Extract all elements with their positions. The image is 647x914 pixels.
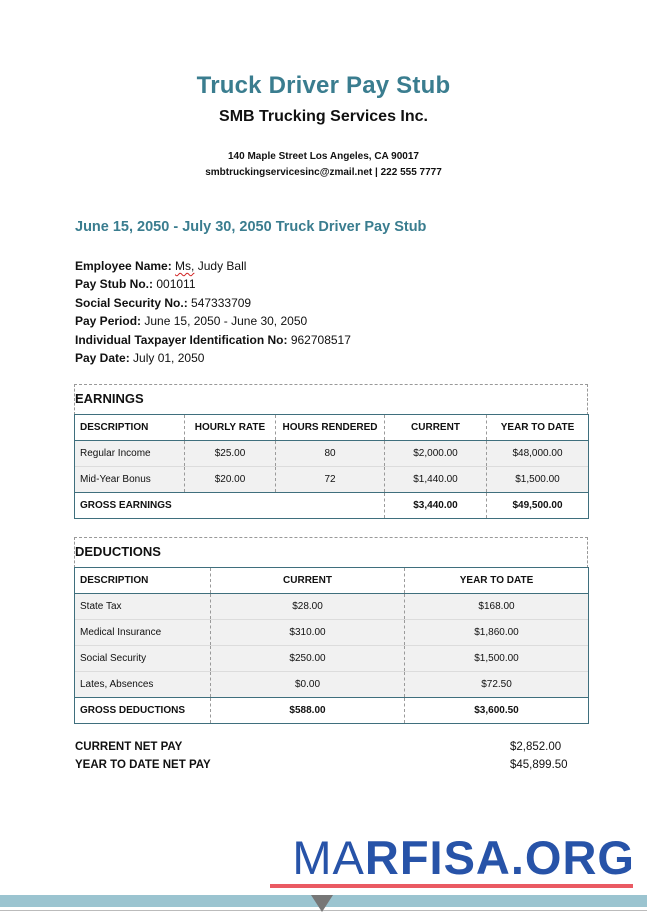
gross-deductions-row	[75, 698, 589, 724]
earning-ytd: $1,500.00	[487, 467, 589, 493]
earning-hourly-rate: $25.00	[185, 441, 276, 467]
earning-description: Regular Income	[75, 441, 185, 467]
company-name: SMB Trucking Services Inc.	[219, 108, 428, 125]
table-row	[75, 467, 589, 493]
gross-earnings-ytd: $49,500.00	[487, 493, 589, 519]
pay-period-label: Pay Period:	[75, 314, 142, 329]
watermark-underline	[270, 884, 633, 888]
col-hours-rendered: HOURS RENDERED	[276, 415, 385, 441]
table-row	[75, 672, 589, 698]
pay-period-row	[75, 312, 351, 330]
table-row	[75, 594, 589, 620]
ssn-row	[75, 294, 351, 312]
pay-date-label: Pay Date:	[75, 351, 130, 366]
earning-ytd: $48,000.00	[487, 441, 589, 467]
employee-info	[75, 257, 351, 367]
deduction-description: State Tax	[75, 594, 211, 620]
gross-deductions-ytd: $3,600.50	[405, 698, 589, 724]
deduction-ytd: $1,860.00	[405, 620, 589, 646]
earning-current: $2,000.00	[385, 441, 487, 467]
ytd-net-pay-row	[75, 759, 575, 775]
col-current: CURRENT	[211, 568, 405, 594]
earnings-section	[74, 384, 588, 518]
pay-stub-no-label: Pay Stub No.:	[75, 277, 154, 292]
col-year-to-date: YEAR TO DATE	[405, 568, 589, 594]
employee-name-label: Employee Name:	[75, 259, 172, 273]
deduction-ytd: $72.50	[405, 672, 589, 698]
deduction-description: Lates, Absences	[75, 672, 211, 698]
ruler-indent-marker-icon[interactable]	[311, 895, 333, 912]
gross-earnings-row	[75, 493, 589, 519]
earning-hourly-rate: $20.00	[185, 467, 276, 493]
current-net-pay-label: CURRENT NET PAY	[75, 741, 183, 753]
earning-current: $1,440.00	[385, 467, 487, 493]
table-row	[75, 620, 589, 646]
gross-earnings-label: GROSS EARNINGS	[75, 493, 385, 519]
earnings-table	[74, 414, 589, 519]
company-address: 140 Maple Street Los Angeles, CA 90017	[227, 151, 419, 162]
pay-date-row	[75, 349, 351, 367]
table-row	[75, 646, 589, 672]
earning-hours: 80	[276, 441, 385, 467]
earnings-title-frame	[74, 384, 588, 415]
gross-earnings-current: $3,440.00	[385, 493, 487, 519]
deduction-current: $310.00	[211, 620, 405, 646]
deductions-section	[74, 537, 588, 721]
deductions-table	[74, 567, 589, 724]
ssn-value: 547333709	[187, 295, 252, 310]
current-net-pay-value: $2,852.00	[510, 741, 562, 753]
document-title: Truck Driver Pay Stub	[196, 72, 451, 99]
pay-stub-no-row	[75, 275, 351, 293]
current-net-pay-row	[75, 741, 575, 757]
deduction-ytd: $168.00	[405, 594, 589, 620]
company-contact: smbtruckingservicesinc@zmail.net | 222 555 7777	[205, 167, 442, 178]
ytd-net-pay-value: $45,899.50	[510, 759, 568, 771]
itin-label: Individual Taxpayer Identification No:	[75, 332, 288, 347]
itin-row	[75, 331, 351, 349]
earning-hours: 72	[276, 467, 385, 493]
employee-name-value: Judy Ball	[194, 259, 247, 273]
watermark-text-bold: RFISA.ORG	[364, 831, 635, 884]
earnings-title: EARNINGS	[75, 391, 144, 406]
earning-description: Mid-Year Bonus	[75, 467, 185, 493]
gross-deductions-label: GROSS DEDUCTIONS	[75, 698, 211, 724]
deductions-header-row	[75, 568, 589, 594]
col-hourly-rate: HOURLY RATE	[185, 415, 276, 441]
deduction-description: Medical Insurance	[75, 620, 211, 646]
col-description: DESCRIPTION	[75, 568, 211, 594]
deduction-ytd: $1,500.00	[405, 646, 589, 672]
gross-deductions-current: $588.00	[211, 698, 405, 724]
deduction-current: $0.00	[211, 672, 405, 698]
ytd-net-pay-label: YEAR TO DATE NET PAY	[75, 759, 211, 771]
itin-value: 962708517	[287, 332, 351, 347]
pay-period-value: June 15, 2050 - June 30, 2050	[141, 314, 308, 329]
deduction-current: $250.00	[211, 646, 405, 672]
watermark-text-thin: MA	[292, 831, 365, 884]
watermark-logo	[292, 833, 635, 883]
ssn-label: Social Security No.:	[75, 295, 188, 310]
earnings-header-row	[75, 415, 589, 441]
deductions-title: DEDUCTIONS	[75, 544, 161, 559]
pay-stub-no-value: 001011	[153, 277, 196, 292]
col-current: CURRENT	[385, 415, 487, 441]
table-row	[75, 441, 589, 467]
pay-period-heading: June 15, 2050 - July 30, 2050 Truck Driver Pay Stub	[75, 219, 427, 235]
col-year-to-date: YEAR TO DATE	[487, 415, 589, 441]
employee-name-row	[75, 257, 351, 275]
pay-date-value: July 01, 2050	[129, 351, 205, 366]
employee-name-prefix: Ms,	[175, 259, 195, 273]
deduction-current: $28.00	[211, 594, 405, 620]
col-description: DESCRIPTION	[75, 415, 185, 441]
deduction-description: Social Security	[75, 646, 211, 672]
